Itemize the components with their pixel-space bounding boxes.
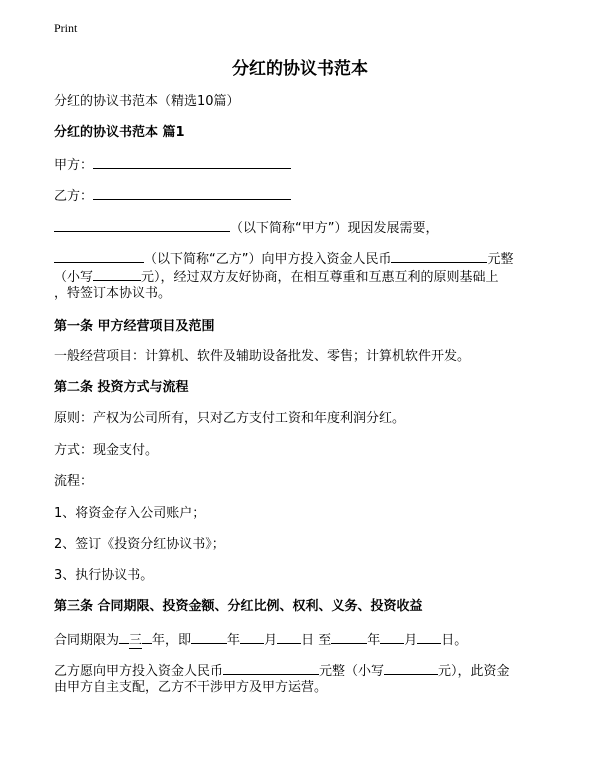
intro-line-1	[54, 218, 438, 238]
investment-line-1	[54, 661, 510, 681]
end-year-blank	[331, 630, 367, 644]
contract-term-line	[54, 630, 467, 650]
invest-text-a: 乙方愿向甲方投入资金人民币	[54, 664, 224, 679]
intro-line-4: ，特签订本协议书。	[54, 286, 172, 301]
invest-text-c: 元），此资金	[438, 664, 510, 679]
article-2-flow-label: 流程：	[54, 474, 94, 489]
term-blank-trail	[142, 630, 152, 644]
article-2-title: 第二条 投资方式与流程	[54, 380, 189, 395]
term-blank-lead	[119, 630, 129, 644]
invest-text-b: 元整（小写	[319, 664, 385, 679]
term-text-h: 日。	[441, 633, 468, 648]
party-a-label: 甲方：	[54, 158, 94, 173]
invest-small-amount-blank	[384, 661, 438, 675]
term-text-d: 月	[264, 633, 278, 648]
intro-line-2-text-a: （以下简称“乙方”）向甲方投入资金人民币	[144, 252, 392, 267]
intro-line-3-text-b: 元），经过双方友好协商，在相互尊重和互惠互利的原则基础上	[141, 270, 499, 285]
party-b-line	[54, 186, 291, 206]
start-year-blank	[191, 630, 227, 644]
article-2-principle: 原则：产权为公司所有，只对乙方支付工资和年度利润分红。	[54, 411, 406, 426]
term-text-e: 日 至	[301, 633, 332, 648]
end-month-blank	[380, 630, 404, 644]
document-subtitle: 分红的协议书范本（精选10篇）	[54, 94, 240, 109]
invest-amount-blank	[223, 661, 319, 675]
term-text-c: 年	[227, 633, 241, 648]
intro-line-1-text: （以下简称“甲方”）现因发展需要，	[230, 221, 439, 236]
article-2-step-1: 1、将资金存入公司账户；	[54, 506, 206, 521]
article-3-title: 第三条 合同期限、投资金额、分红比例、权利、义务、投资收益	[54, 599, 423, 614]
intro-line-2	[54, 249, 514, 269]
party-a-line	[54, 155, 291, 175]
party-b-name-blank	[54, 249, 144, 263]
article-2-method: 方式：现金支付。	[54, 443, 159, 458]
party-a-blank	[93, 155, 291, 169]
amount-small-blank	[93, 267, 141, 281]
article-1-title: 第一条 甲方经营项目及范围	[54, 319, 215, 334]
party-a-name-blank	[54, 218, 230, 232]
document-title: 分红的协议书范本	[232, 59, 368, 79]
term-years-value: 三	[129, 633, 143, 648]
party-b-blank	[93, 186, 291, 200]
section-title: 分红的协议书范本 篇1	[54, 125, 185, 140]
term-text-f: 年	[367, 633, 381, 648]
party-b-label: 乙方：	[54, 189, 94, 204]
article-2-step-2: 2、签订《投资分红协议书》；	[54, 537, 225, 552]
start-month-blank	[240, 630, 264, 644]
start-day-blank	[277, 630, 301, 644]
term-text-b: 年，即	[152, 633, 192, 648]
intro-line-3	[54, 267, 499, 287]
article-2-step-3: 3、执行协议书。	[54, 568, 154, 583]
term-text-a: 合同期限为	[54, 633, 120, 648]
term-text-g: 月	[404, 633, 418, 648]
intro-line-2-text-b: 元整	[487, 252, 514, 267]
intro-line-3-text-a: （小写	[54, 270, 94, 285]
print-link[interactable]: Print	[54, 21, 78, 35]
investment-line-2: 由甲方自主支配，乙方不干涉甲方及甲方运营。	[54, 680, 328, 695]
end-day-blank	[417, 630, 441, 644]
article-1-body: 一般经营项目：计算机、软件及辅助设备批发、零售；计算机软件开发。	[54, 349, 471, 364]
amount-blank	[391, 249, 487, 263]
